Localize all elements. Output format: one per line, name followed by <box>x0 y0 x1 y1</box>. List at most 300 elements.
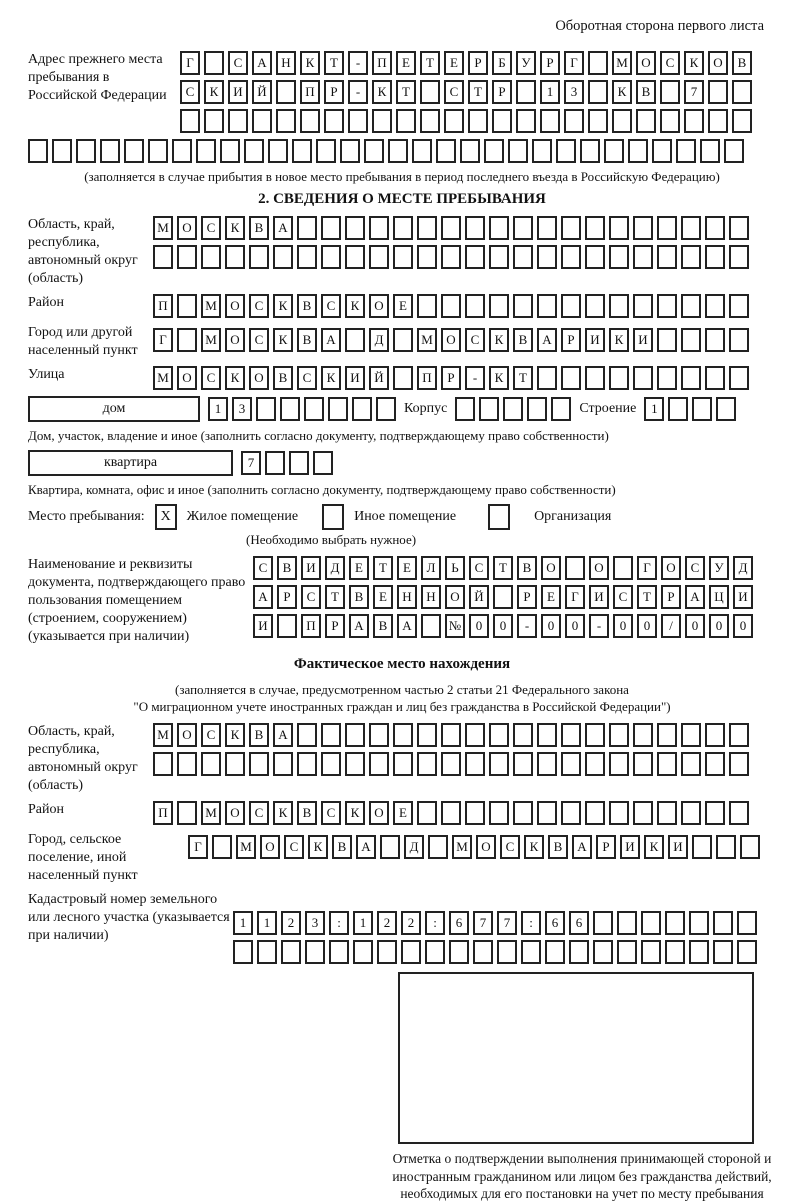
form-cell <box>705 752 725 776</box>
form-cell <box>633 366 653 390</box>
form-cell: Д <box>733 556 753 580</box>
form-cell: 0 <box>469 614 489 638</box>
form-cell: В <box>636 80 656 104</box>
form-cell <box>225 752 245 776</box>
form-cell: Е <box>349 556 369 580</box>
form-cell <box>280 397 300 421</box>
form-cell: Р <box>661 585 681 609</box>
form-cell: О <box>260 835 280 859</box>
form-cell: Е <box>541 585 561 609</box>
form-cell: / <box>661 614 681 638</box>
form-cell <box>537 294 557 318</box>
form-cell: К <box>273 328 293 352</box>
form-cell <box>268 139 288 163</box>
form-cell <box>289 451 309 475</box>
form-cell <box>633 245 653 269</box>
form-cell: К <box>225 366 245 390</box>
form-cell <box>724 139 744 163</box>
form-cell: Т <box>420 51 440 75</box>
form-cell: М <box>201 294 221 318</box>
cell-row <box>233 940 757 964</box>
form-cell <box>569 940 589 964</box>
form-cell <box>124 139 144 163</box>
form-cell <box>609 294 629 318</box>
form-cell <box>489 723 509 747</box>
form-cell: А <box>356 835 376 859</box>
form-cell <box>244 139 264 163</box>
form-cell <box>708 109 728 133</box>
factual-gorod-label: Город, сельское поселение, иной населенный пункт <box>28 832 138 883</box>
form-cell: С <box>500 835 520 859</box>
form-cell <box>321 723 341 747</box>
form-cell: В <box>273 366 293 390</box>
prev-address-block <box>28 51 776 133</box>
form-cell <box>345 216 365 240</box>
form-cell <box>321 752 341 776</box>
form-cell <box>657 216 677 240</box>
form-cell <box>729 216 749 240</box>
form-cell: 7 <box>473 911 493 935</box>
form-cell <box>441 216 461 240</box>
form-cell <box>585 801 605 825</box>
form-cell: И <box>301 556 321 580</box>
cell-row <box>153 752 749 776</box>
form-cell: 0 <box>637 614 657 638</box>
form-cell <box>396 109 416 133</box>
form-cell <box>513 294 533 318</box>
form-cell: 7 <box>497 911 517 935</box>
form-cell <box>304 397 324 421</box>
form-cell: Р <box>277 585 297 609</box>
form-cell: С <box>297 366 317 390</box>
form-cell <box>201 752 221 776</box>
form-cell <box>281 940 301 964</box>
form-cell: 1 <box>540 80 560 104</box>
form-cell <box>676 139 696 163</box>
form-cell: В <box>297 294 317 318</box>
form-cell <box>417 723 437 747</box>
form-cell <box>593 911 613 935</box>
form-cell <box>521 940 541 964</box>
form-cell: Р <box>325 614 345 638</box>
form-cell <box>561 366 581 390</box>
form-cell: Е <box>393 294 413 318</box>
form-cell <box>420 80 440 104</box>
form-cell: С <box>444 80 464 104</box>
form-cell: Г <box>153 328 173 352</box>
form-cell: Г <box>180 51 200 75</box>
form-cell <box>737 940 757 964</box>
form-cell: С <box>465 328 485 352</box>
oblast-label: Область, край, республика, автономный округ (область) <box>28 217 138 286</box>
form-cell <box>716 397 736 421</box>
form-cell <box>489 801 509 825</box>
form-cell: Т <box>468 80 488 104</box>
form-cell: П <box>153 801 173 825</box>
form-cell: 7 <box>684 80 704 104</box>
form-cell <box>729 752 749 776</box>
form-cell <box>588 80 608 104</box>
form-cell <box>561 752 581 776</box>
form-cell: С <box>228 51 248 75</box>
gorod-label: Город или другой населенный пункт <box>28 325 138 358</box>
form-cell: К <box>300 51 320 75</box>
form-cell <box>681 723 701 747</box>
form-cell: С <box>253 556 273 580</box>
form-cell <box>352 397 372 421</box>
ulitsa-block <box>28 366 776 390</box>
kadastr-label: Кадастровый номер земельного или лесного участка (указывается при наличии) <box>28 892 230 943</box>
mesto-label: Место пребывания: <box>28 509 145 524</box>
kadastr-cells <box>233 911 757 964</box>
form-cell: Н <box>276 51 296 75</box>
kadastr-block <box>28 891 776 964</box>
form-cell <box>441 723 461 747</box>
form-cell <box>692 835 712 859</box>
form-cell <box>729 328 749 352</box>
form-cell <box>657 752 677 776</box>
oblast-block <box>28 216 776 288</box>
form-cell: О <box>541 556 561 580</box>
form-cell: С <box>469 556 489 580</box>
form-cell <box>393 216 413 240</box>
form-cell <box>393 752 413 776</box>
form-cell: Г <box>564 51 584 75</box>
form-cell: О <box>249 366 269 390</box>
form-cell <box>100 139 120 163</box>
form-cell <box>580 139 600 163</box>
form-cell <box>537 801 557 825</box>
form-cell <box>681 216 701 240</box>
form-cell <box>660 109 680 133</box>
page-header-note: Оборотная сторона первого листа <box>555 18 764 34</box>
prev-address-label: Адрес прежнего места пребывания в Российской Федерации <box>28 52 167 103</box>
form-cell: 0 <box>685 614 705 638</box>
document-label: Наименование и реквизиты документа, подтверждающего право пользования помещением (строением, сооружением) (указывается при наличии) <box>28 557 246 644</box>
form-cell <box>729 723 749 747</box>
form-cell <box>716 835 736 859</box>
form-cell: Н <box>397 585 417 609</box>
form-cell: С <box>613 585 633 609</box>
form-cell <box>484 139 504 163</box>
cell-row <box>233 911 757 935</box>
form-cell: 1 <box>353 911 373 935</box>
form-cell: 3 <box>564 80 584 104</box>
form-cell: 6 <box>449 911 469 935</box>
form-cell: П <box>372 51 392 75</box>
form-cell: С <box>284 835 304 859</box>
form-cell: Д <box>325 556 345 580</box>
form-cell: Н <box>421 585 441 609</box>
form-cell <box>689 911 709 935</box>
form-cell <box>513 723 533 747</box>
form-cell <box>540 109 560 133</box>
form-cell <box>705 723 725 747</box>
form-cell <box>713 940 733 964</box>
form-cell <box>681 294 701 318</box>
form-cell: О <box>177 216 197 240</box>
form-cell <box>705 245 725 269</box>
form-cell: Т <box>493 556 513 580</box>
form-cell <box>613 556 633 580</box>
form-cell: Г <box>637 556 657 580</box>
factual-raion-label: Район <box>28 802 64 817</box>
stamp-box <box>398 972 754 1144</box>
form-cell: Т <box>637 585 657 609</box>
form-cell <box>681 801 701 825</box>
form-cell <box>300 109 320 133</box>
cell-row <box>253 556 753 580</box>
cell-row <box>241 451 333 475</box>
form-cell: К <box>609 328 629 352</box>
form-cell: А <box>349 614 369 638</box>
factual-caption-1: (заполняется в случае, предусмотренном частью 2 статьи 21 Федерального закона <box>175 682 629 697</box>
form-cell: У <box>709 556 729 580</box>
cell-row <box>180 80 752 104</box>
form-cell: И <box>345 366 365 390</box>
cell-row <box>28 139 776 163</box>
form-cell <box>449 940 469 964</box>
form-cell: В <box>297 801 317 825</box>
form-cell: С <box>301 585 321 609</box>
form-cell: П <box>417 366 437 390</box>
form-cell: - <box>348 80 368 104</box>
factual-gorod-block <box>28 831 776 885</box>
form-cell: В <box>732 51 752 75</box>
form-cell: Е <box>397 556 417 580</box>
form-cell: Р <box>468 51 488 75</box>
cell-row <box>208 397 396 421</box>
form-cell <box>713 911 733 935</box>
form-cell: К <box>225 723 245 747</box>
form-cell <box>545 940 565 964</box>
form-cell: Д <box>404 835 424 859</box>
form-cell: О <box>441 328 461 352</box>
form-cell <box>633 801 653 825</box>
section2-title: 2. СВЕДЕНИЯ О МЕСТЕ ПРЕБЫВАНИЯ <box>258 191 546 207</box>
form-cell <box>740 835 760 859</box>
form-cell <box>468 109 488 133</box>
dom-row <box>28 396 776 422</box>
form-cell <box>657 245 677 269</box>
form-cell <box>277 614 297 638</box>
form-cell <box>313 451 333 475</box>
cell-row <box>188 835 760 859</box>
form-cell <box>604 139 624 163</box>
form-cell <box>297 723 317 747</box>
form-cell <box>273 245 293 269</box>
cell-row <box>153 245 749 269</box>
form-cell <box>681 245 701 269</box>
form-cell <box>561 723 581 747</box>
form-cell <box>681 328 701 352</box>
form-cell <box>516 109 536 133</box>
form-cell: № <box>445 614 465 638</box>
form-cell <box>273 752 293 776</box>
factual-caption-2: "О миграционном учете иностранных граждан и лиц без гражданства в Российской Федерации") <box>133 699 671 714</box>
form-cell: К <box>372 80 392 104</box>
form-cell: Д <box>369 328 389 352</box>
form-cell <box>737 911 757 935</box>
form-cell: В <box>249 723 269 747</box>
form-cell: 1 <box>233 911 253 935</box>
form-cell <box>276 109 296 133</box>
form-cell <box>585 294 605 318</box>
form-cell <box>527 397 547 421</box>
form-cell: П <box>300 80 320 104</box>
form-cell <box>369 752 389 776</box>
form-cell <box>177 328 197 352</box>
form-cell: К <box>612 80 632 104</box>
form-cell: О <box>225 328 245 352</box>
form-cell <box>489 752 509 776</box>
form-cell: Е <box>444 51 464 75</box>
cell-row <box>153 801 749 825</box>
form-cell <box>455 397 475 421</box>
form-cell <box>177 752 197 776</box>
form-cell: Р <box>324 80 344 104</box>
form-cell <box>532 139 552 163</box>
form-cell <box>588 109 608 133</box>
form-cell: : <box>329 911 349 935</box>
checkbox-organizaciya <box>488 504 510 530</box>
form-cell <box>503 397 523 421</box>
form-cell <box>729 366 749 390</box>
option-zhiloe-label: Жилое помещение <box>186 509 299 524</box>
form-cell <box>633 752 653 776</box>
form-cell <box>609 752 629 776</box>
form-cell: М <box>417 328 437 352</box>
form-cell <box>585 752 605 776</box>
form-cell <box>657 366 677 390</box>
cell-row <box>180 109 752 133</box>
form-cell <box>508 139 528 163</box>
form-cell: В <box>517 556 537 580</box>
form-cell: С <box>249 801 269 825</box>
form-cell <box>345 752 365 776</box>
form-cell: О <box>661 556 681 580</box>
form-cell <box>585 366 605 390</box>
form-cell: А <box>253 585 273 609</box>
form-cell <box>729 245 749 269</box>
form-cell: К <box>225 216 245 240</box>
form-cell: 0 <box>733 614 753 638</box>
form-cell: Т <box>325 585 345 609</box>
form-cell <box>441 752 461 776</box>
factual-oblast-cells <box>153 723 749 776</box>
cell-row <box>153 294 749 318</box>
form-cell: А <box>537 328 557 352</box>
form-cell: А <box>321 328 341 352</box>
form-cell <box>201 245 221 269</box>
form-cell <box>513 245 533 269</box>
cell-row <box>153 216 749 240</box>
form-cell <box>276 80 296 104</box>
form-cell <box>305 940 325 964</box>
form-cell: О <box>589 556 609 580</box>
form-cell <box>537 752 557 776</box>
form-cell <box>328 397 348 421</box>
form-cell <box>492 109 512 133</box>
form-cell: : <box>425 911 445 935</box>
form-cell: 3 <box>305 911 325 935</box>
stroenie-label: Строение <box>579 401 637 416</box>
form-cell: В <box>349 585 369 609</box>
form-cell <box>585 245 605 269</box>
form-cell: М <box>153 216 173 240</box>
form-cell: - <box>517 614 537 638</box>
dom-box: дом <box>28 396 200 422</box>
form-cell: М <box>201 801 221 825</box>
form-cell <box>225 245 245 269</box>
form-cell: 2 <box>377 911 397 935</box>
form-cell: - <box>589 614 609 638</box>
form-cell: 2 <box>401 911 421 935</box>
form-cell <box>705 801 725 825</box>
form-cell <box>633 294 653 318</box>
form-cell <box>345 245 365 269</box>
form-cell <box>345 328 365 352</box>
cell-row <box>644 397 736 421</box>
form-cell <box>292 139 312 163</box>
form-cell <box>233 940 253 964</box>
form-cell <box>393 366 413 390</box>
kvartira-row <box>28 450 776 476</box>
form-cell: Г <box>188 835 208 859</box>
form-cell <box>513 752 533 776</box>
form-cell: О <box>225 801 245 825</box>
form-cell <box>657 723 677 747</box>
factual-raion-block <box>28 801 776 825</box>
form-cell <box>393 328 413 352</box>
form-cell <box>52 139 72 163</box>
form-cell: Й <box>469 585 489 609</box>
form-cell <box>376 397 396 421</box>
form-cell: 1 <box>644 397 664 421</box>
form-cell <box>537 216 557 240</box>
form-cell <box>417 294 437 318</box>
form-cell <box>345 723 365 747</box>
form-cell <box>732 109 752 133</box>
mesto-note: (Необходимо выбрать нужное) <box>246 532 417 547</box>
form-cell <box>297 216 317 240</box>
form-cell <box>177 245 197 269</box>
form-cell: О <box>369 801 389 825</box>
form-cell <box>353 940 373 964</box>
form-cell <box>369 245 389 269</box>
form-cell: К <box>273 294 293 318</box>
form-cell: Ь <box>445 556 465 580</box>
form-cell <box>689 940 709 964</box>
form-cell: Р <box>561 328 581 352</box>
form-cell <box>297 245 317 269</box>
form-cell <box>441 294 461 318</box>
form-cell <box>617 911 637 935</box>
form-cell: К <box>345 294 365 318</box>
form-cell: С <box>321 294 341 318</box>
form-cell: М <box>201 328 221 352</box>
form-cell: А <box>273 216 293 240</box>
form-cell <box>465 245 485 269</box>
checkbox-zhiloe: X <box>155 504 177 530</box>
form-cell: О <box>636 51 656 75</box>
form-cell: И <box>585 328 605 352</box>
form-cell: В <box>373 614 393 638</box>
form-cell <box>593 940 613 964</box>
form-cell <box>489 294 509 318</box>
form-cell <box>212 835 232 859</box>
form-cell <box>417 216 437 240</box>
